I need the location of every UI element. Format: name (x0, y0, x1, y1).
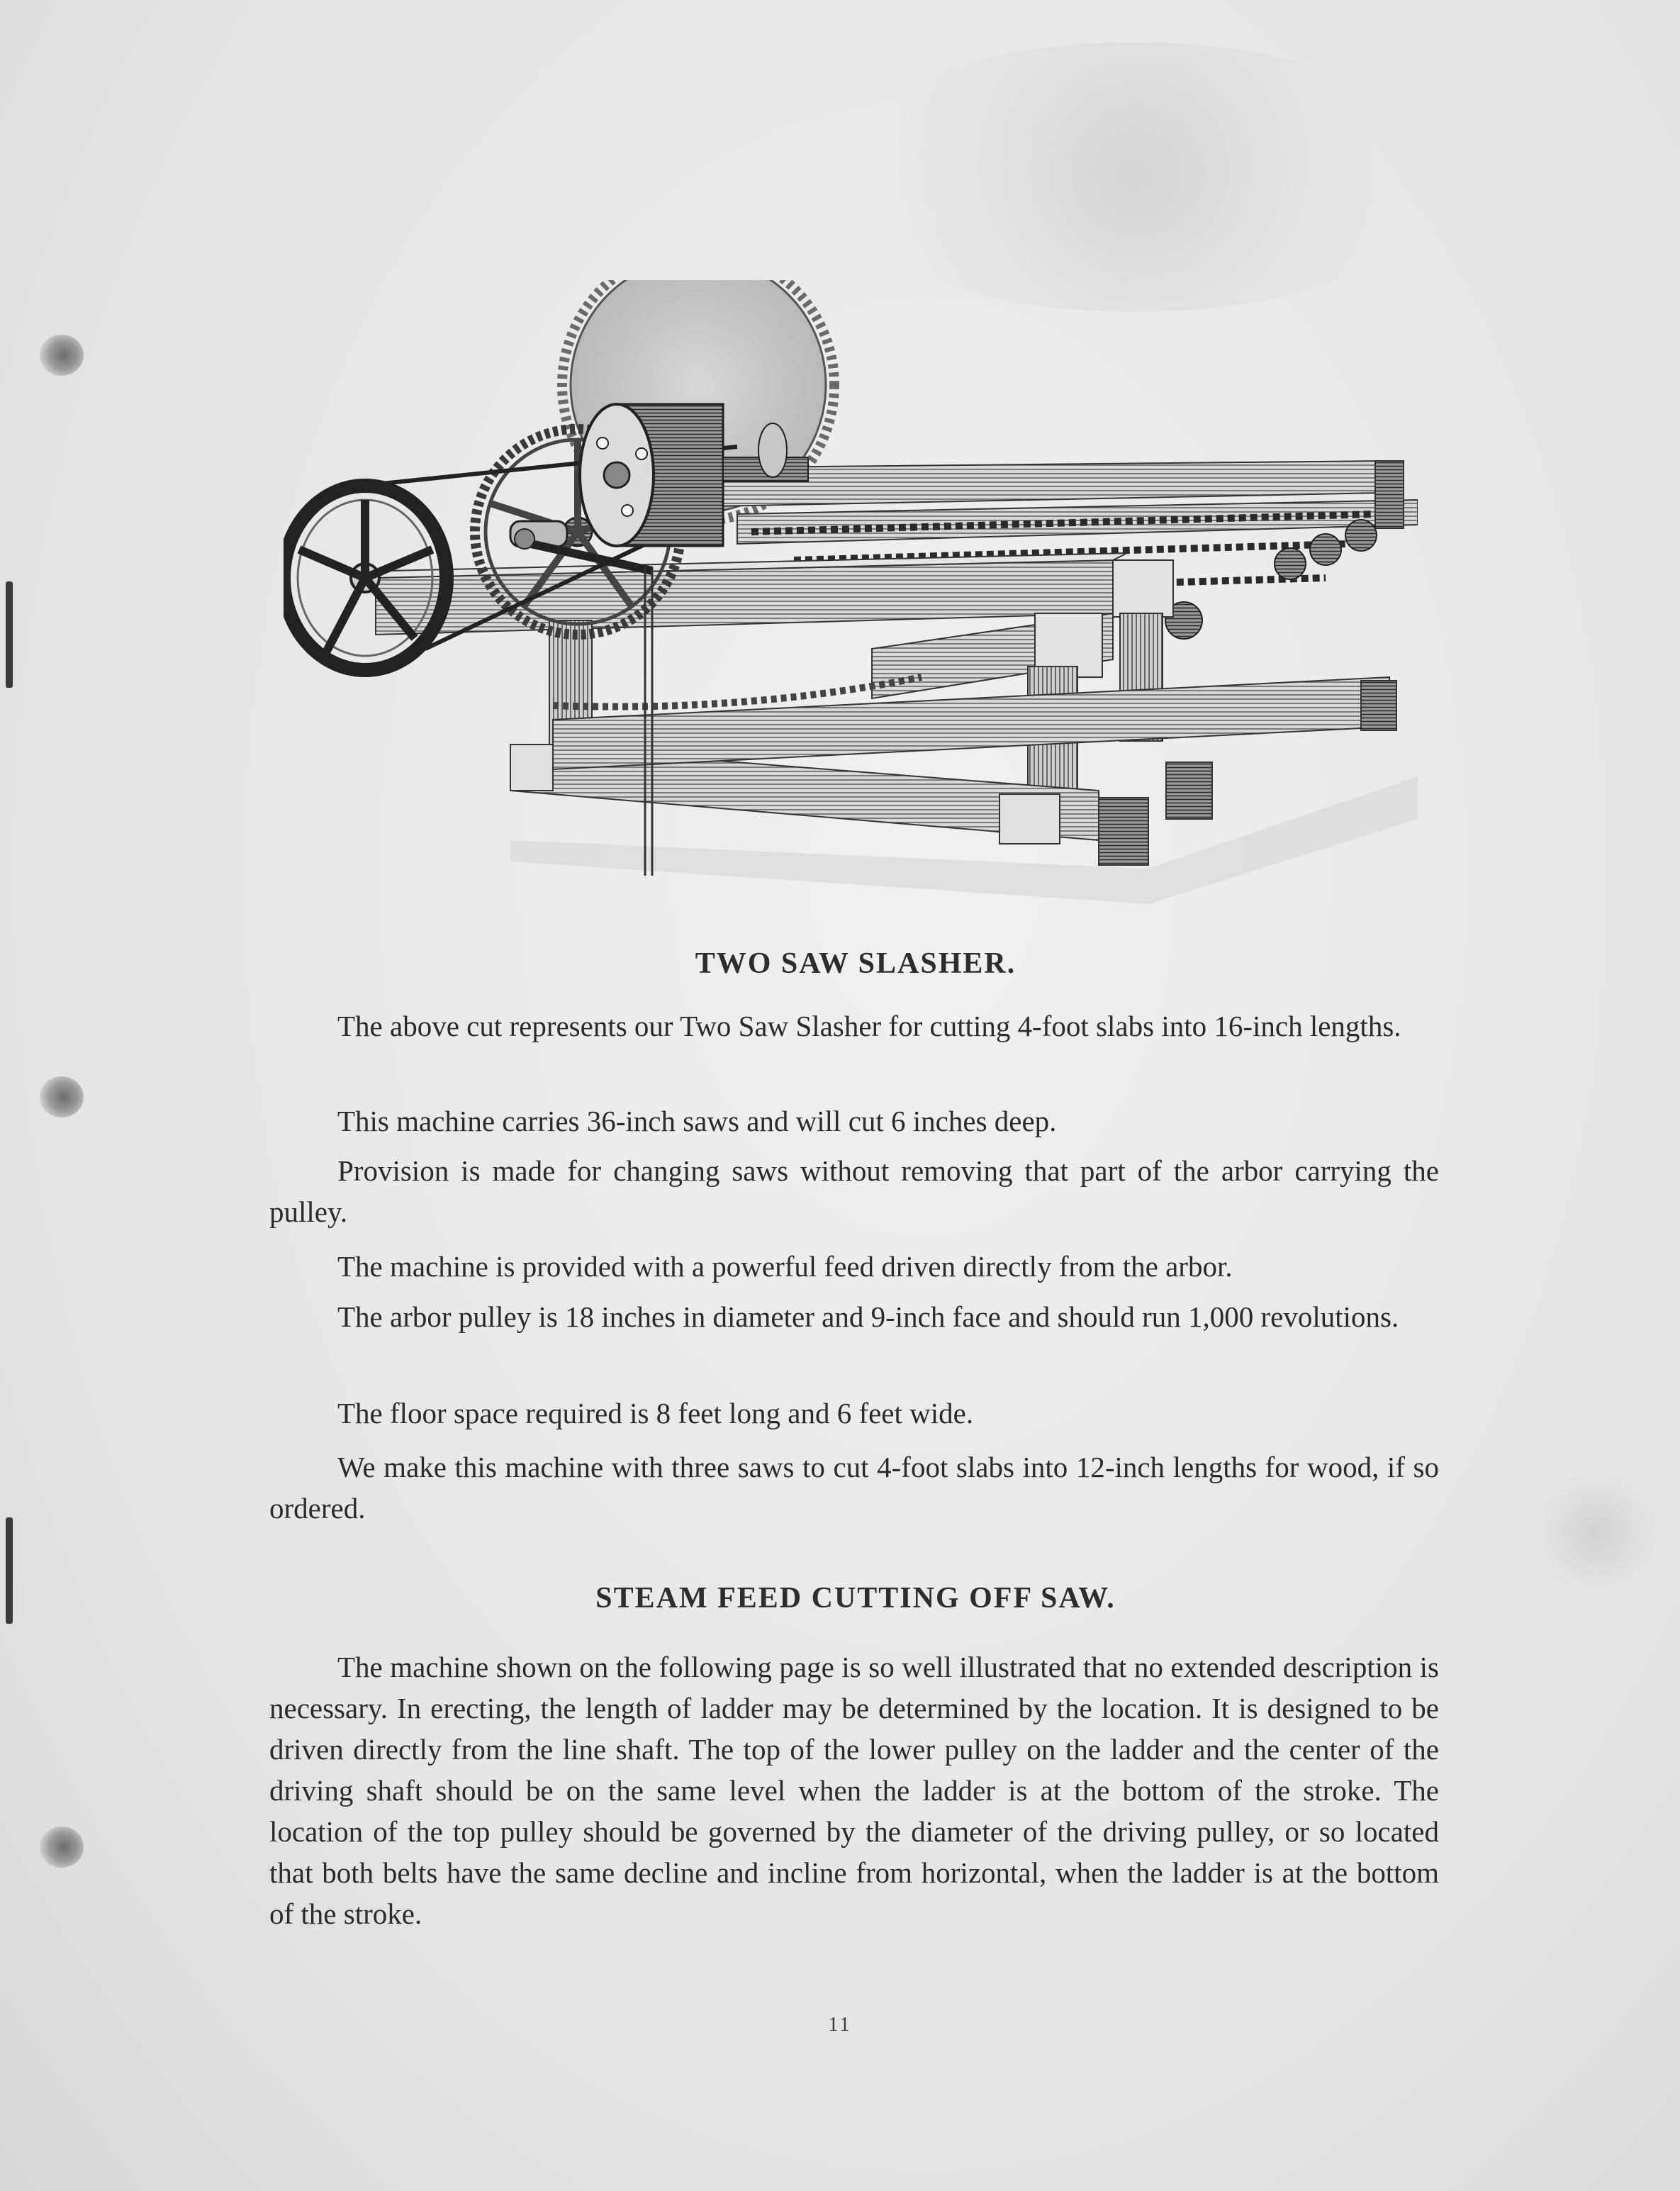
paragraph: The floor space required is 8 feet long and 6 feet wide. (337, 1397, 974, 1429)
paragraph: We make this machine with three saws to cut 4-foot slabs into 12-inch lengths for wood, if so ordered. (269, 1451, 1439, 1524)
paragraph: This machine carries 36-inch saws and will cut 6 inches deep. (337, 1105, 1057, 1137)
paragraph: The machine is provided with a powerful feed driven directly from the arbor. (337, 1250, 1233, 1283)
edge-mark (6, 581, 13, 688)
binding-hole (40, 335, 84, 376)
two-saw-slasher-illustration (284, 280, 1418, 918)
paragraph: Provision is made for changing saws without removing that part of the arbor carrying the pulley. (269, 1154, 1439, 1228)
paragraph: The above cut represents our Two Saw Slasher for cutting 4-foot slabs into 16-inch lengths. (337, 1010, 1401, 1042)
section-heading-steam-feed-cutting-off-saw: STEAM FEED CUTTING OFF SAW. (595, 1582, 1116, 1615)
lower-saw-blade (553, 677, 922, 707)
binding-hole (40, 1827, 84, 1868)
paper-stain (1524, 1475, 1666, 1588)
paragraph: The machine shown on the following page is so well illustrated that no extended description is necessary. In erecting, the length of ladder may be determined by the location. It is designed to be driven directly from the line shaft. The top of the lower pulley on the ladder and the center of the driving shaft should be on the same level when the ladder is at the bottom of the stroke. The location of the top pulley should be governed by the diameter of the driving pulley, or so located that both belts have the same decline and incline from horizontal, when the ladder is at the bottom of the stroke. (269, 1651, 1439, 1930)
page-number: 11 (828, 2014, 852, 2036)
paragraph: The arbor pulley is 18 inches in diameter and 9-inch face and should run 1,000 revolutions. (337, 1300, 1399, 1333)
wooden-frame (376, 553, 1418, 904)
section-heading-two-saw-slasher: TWO SAW SLASHER. (695, 947, 1017, 980)
binding-hole (40, 1076, 84, 1117)
paper-stain (815, 43, 1453, 312)
edge-mark (6, 1517, 13, 1624)
